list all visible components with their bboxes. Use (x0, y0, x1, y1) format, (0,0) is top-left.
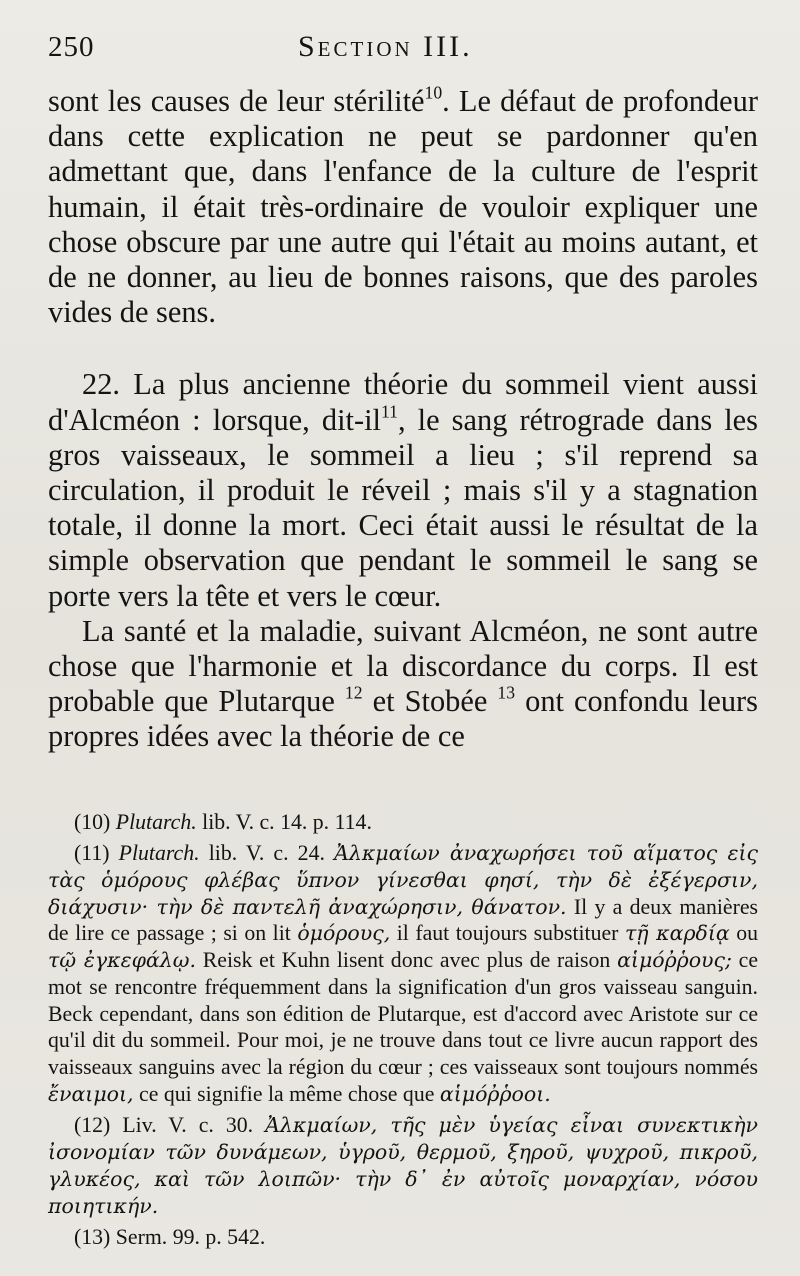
footnote-citation: lib. V. c. 24. (208, 841, 325, 866)
footnote-ref-13: 13 (497, 682, 516, 703)
footnote-12 (48, 1112, 758, 1219)
paragraph-22-text-rest: , le sang rétrograde dans les gros vaisseaux, le sommeil a lieu ; s'il reprend sa circulation, il produit le réveil ; mais s'il y a stagnation totale, il donne la mort. Ceci était aussi le résultat de la simple observation que pendant le sommeil le sang se porte vers la tête et vers le cœur. (48, 402, 758, 613)
footnote-10 (48, 809, 758, 836)
footnote-citation: Liv. V. c. 30. (122, 1113, 254, 1138)
page-number: 250 (48, 31, 95, 63)
footnote-text: ce qui signifie la même chose que (139, 1081, 435, 1106)
paragraph-3 (48, 614, 758, 755)
main-text (48, 84, 758, 755)
paragraph-3-text: La santé et la maladie, suivant Alcméon, ne sont autre chose que l'harmonie et la discordance du corps. Il est probable que Plutarque (48, 613, 758, 719)
paragraph-gap (48, 330, 758, 367)
greek-word: ὁμόρους, (297, 921, 391, 946)
footnote-citation: lib. V. c. 14. p. 114. (202, 809, 372, 834)
paragraph-22 (48, 367, 758, 613)
footnote-text: Reisk et Kuhn lisent donc avec plus de raison (202, 948, 611, 973)
paragraph-1-text-rest: . Le défaut de profondeur dans cette explication ne peut se pardonner qu'en admettant que, dans l'enfance de la culture de l'esprit humain, il était très-ordinaire de vouloir expliquer une chose obscure par une autre qui l'était au moins autant, et de ne donner, au lieu de bonnes raisons, que des paroles vides de sens. (48, 84, 758, 330)
section-title: Section III. (298, 30, 473, 63)
paragraph-3-text-end: ont confondu leurs propres idées avec la théorie de ce (48, 684, 758, 754)
footnote-text: ou (736, 921, 759, 946)
footnote-text: ce mot se rencontre fréquemment dans la signification d'un gros vaisseau sanguin. Beck cependant, dans son édition de Plutarque, est d'accord avec Aristote sur ce qu'il dit du sommeil. Pour moi, je ne trouve dans tout ce livre aucun rapport des vaisseaux sanguins avec la région du cœur ; ces vaisseaux sont toujours nommés (48, 948, 759, 1079)
footnote-number: (12) (74, 1113, 111, 1138)
footnote-text: il faut toujours substituer (396, 921, 619, 946)
greek-word: αἱμόῤῥους; (617, 948, 732, 973)
footnote-text: Il y a deux manières de lire ce passage ; si on lit (48, 894, 759, 946)
footnote-source: Plutarch. (118, 841, 200, 866)
footnotes (48, 809, 758, 1251)
footnote-13 (48, 1224, 758, 1251)
footnote-source: Plutarch. (115, 809, 197, 834)
paragraph-22-text: 22. La plus ancienne théorie du sommeil vient aussi d'Alcméon : lorsque, dit-il (48, 367, 758, 437)
running-head (48, 30, 758, 84)
footnote-citation: Serm. 99. p. 542. (115, 1225, 266, 1250)
footnote-ref-12: 12 (344, 682, 363, 703)
greek-quotation: Ἀλκμαίων, τῆς μὲν ὑγείας εἶναι συνεκτικὴν ἰσονομίαν τῶν δυνάμεων, ὑγροῦ, θερμοῦ, ξηροῦ, ψυχροῦ, πικροῦ, γλυκέος, καὶ τῶν λοιπῶν· τὴν δ᾽ ἐν αὐτοῖς μοναρχίαν, νόσου ποιητικήν. (48, 1113, 758, 1218)
paragraph-3-text-mid: et Stobée (372, 684, 488, 719)
paragraph-1 (48, 84, 758, 330)
footnote-ref-11: 11 (380, 401, 398, 422)
greek-word: αἱμόῤῥοοι. (439, 1081, 551, 1106)
footnote-11 (48, 840, 758, 1107)
paragraph-1-text: sont les causes de leur stérilité (48, 84, 425, 118)
greek-quotation: Ἀλκμαίων ἀναχωρήσει τοῦ αἵματος εἰς τὰς ὁμόρους φλέβας ὕπνον γίνεσθαι φησί, τὴν δὲ ἐξέγερσιν, διάχυσιν· τὴν δὲ παντελῆ ἀναχώρησιν, θάνατον. (48, 841, 759, 919)
footnote-number: (10) (74, 809, 111, 834)
greek-word: τῷ ἐγκεφάλῳ. (48, 948, 196, 973)
footnote-ref-10: 10 (424, 82, 443, 103)
footnote-number: (11) (74, 841, 110, 866)
greek-word: τῇ καρδίᾳ (624, 921, 730, 946)
greek-word: ἔναιμοι, (48, 1081, 134, 1106)
footnote-number: (13) (74, 1225, 111, 1250)
